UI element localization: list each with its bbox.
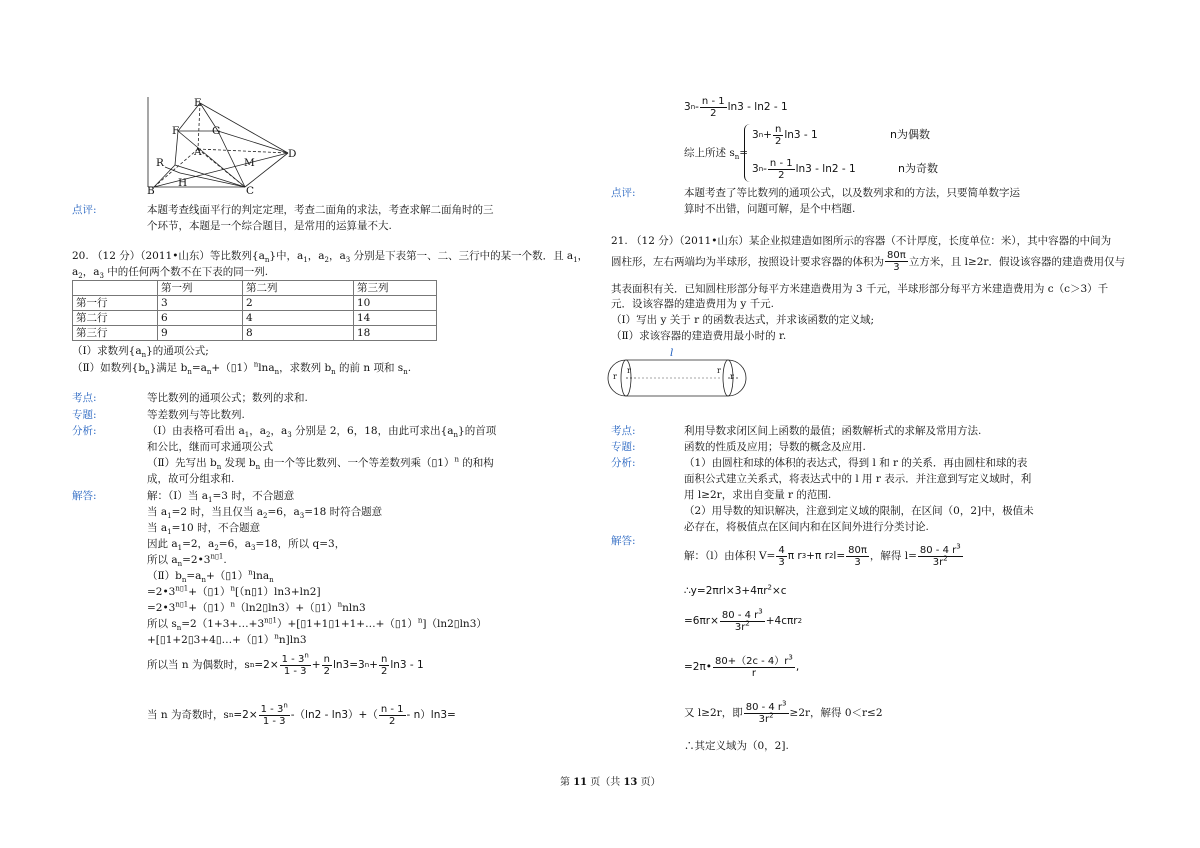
- table-cell: 第二行: [73, 311, 158, 326]
- fig-label-C: C: [246, 185, 255, 197]
- table-cell: 8: [243, 326, 354, 341]
- jieda-label-right: 解答:: [611, 535, 636, 547]
- q20-stem-line1: 20. （12 分）（2011•山东）等比数列$\{a_n\}$中，$a_1$，$a_2$，$a_3$ 分别是下表第一、二、三行中的某一个数．且 $a_1$，: [72, 250, 589, 265]
- page-number: 11: [573, 777, 588, 788]
- dianping-label-left: 点评:: [72, 204, 97, 216]
- fig-label-r-2: r: [627, 366, 631, 375]
- table-cell: 18: [354, 326, 437, 341]
- fenxi-label-left: 分析:: [72, 425, 97, 437]
- page-footer: 第 11 页（共 13 页）: [560, 777, 661, 788]
- fig-label-A: A: [194, 146, 202, 158]
- kaodian-text-left: 等比数列的通项公式；数列的求和.: [147, 392, 308, 404]
- solution21-line-1: 解：（l）由体积 V= $\frac{4}{3}$ π r 3 +π r 2 l= $\frac{80\pi}{3}$ ，解得 l= $\frac{80 - 4 r^3}{3r^2}$: [684, 542, 961, 568]
- solution-line-3: 当 $a_1=10$ 时，不合题意: [147, 522, 261, 537]
- fenxi-right-5: 必存在，将极值点在区间内和在区间外进行分类讨论.: [684, 521, 929, 533]
- fenxi-left-4: 成，故可分组求和.: [147, 473, 235, 485]
- table-cell: 14: [354, 311, 437, 326]
- table-cell: [73, 281, 158, 296]
- fig-label-r-3: r: [717, 366, 721, 375]
- jieda-label-left: 解答:: [72, 490, 97, 502]
- summary-label: 综上所述 $s_n=$: [684, 147, 749, 162]
- table-cell: 4: [243, 311, 354, 326]
- fenxi-left-3: （Ⅱ）先写出 $b_n$ 发现 $b_n$ 由一个等比数列、一个等差数列乘（▯1）$^n$ 的和构: [147, 455, 494, 472]
- q20-part1: （Ⅰ）求数列$\{a_n\}$的通项公式;: [72, 345, 209, 360]
- fig-label-E: E: [194, 97, 202, 109]
- solution-line-10: +[▯1+2▯3+4▯…+（▯1）$^n$n]ln3: [147, 632, 307, 646]
- fig-label-l: l: [670, 347, 674, 359]
- q20-part2: （Ⅱ）如数列$\{b_n\}$满足 $b_n=a_n+(▯1)^n\ln a_n$，求数列 $b_n$ 的前 n 项和 $s_n$.: [72, 360, 412, 377]
- table-row: [73, 281, 437, 296]
- zhuanti-label-right: 专题:: [611, 441, 636, 453]
- table-row: [73, 311, 437, 326]
- kaodian-label-left: 考点:: [72, 392, 97, 404]
- q21-stem-line4: 元．设该容器的建造费用为 y 千元.: [611, 298, 774, 310]
- zhuanti-text-left: 等差数列与等比数列.: [147, 409, 245, 421]
- odd-case-continued: 3 n - $\frac{n - 1}{2}$ ln3 - ln2 - 1: [684, 95, 788, 119]
- fenxi-left-1: （Ⅰ）由表格可看出 $a_1$，$a_2$，$a_3$ 分别是 2，6，18，由此可求出$\{a_n\}$的首项: [147, 425, 497, 440]
- case-even: 3 n + $\frac{n}{2}$ ln3 - 1: [752, 123, 818, 147]
- table-cell: 6: [158, 311, 243, 326]
- fenxi-right-2: 面积公式建立关系式，将表达式中的 l 用 r 表示．并注意到写定义域时，利: [684, 473, 1032, 485]
- table-cell: 3: [158, 296, 243, 311]
- kaodian-text-right: 利用导数求闭区间上函数的最值；函数解析式的求解及常用方法.: [684, 425, 982, 437]
- case-odd-condition: n为奇数: [898, 162, 938, 175]
- table-cell: 第一列: [158, 281, 243, 296]
- q21-stem-line3: 其表面积有关．已知圆柱形部分每平方米建造费用为 3 千元，半球形部分每平方米建造费用为 c（c＞3）千: [611, 283, 1109, 295]
- dianping-text-left-1: 本题考查线面平行的判定定理，考查二面角的求法，考查求解二面角时的三: [147, 204, 494, 216]
- table-row: [73, 326, 437, 341]
- solution-line-9: 所以 $s_n=2(1+3+\dots+3^{n▯1})+[▯1+1▯1+1+\dots+(▯1)^n](\ln 2▯\ln 3)$: [147, 616, 487, 633]
- dianping-text-right-1: 本题考查了等比数列的通项公式，以及数列求和的方法，只要简单数字运: [684, 187, 1020, 199]
- solution21-line-5: 又 l≥2r，即 $\frac{80 - 4 r^3}{3r^2}$ ≥2r，解得 0＜r≤2: [684, 699, 883, 725]
- table-cell: 第三列: [354, 281, 437, 296]
- dianping-label-right: 点评:: [611, 187, 636, 199]
- solution21-line-4: =2π• $\frac{80+(2c - 4)r^3}{r}$ ,: [684, 653, 800, 679]
- zhuanti-text-right: 函数的性质及应用；导数的概念及应用.: [684, 441, 866, 453]
- table-cell: 9: [158, 326, 243, 341]
- fenxi-right-3: 用 l≥2r，求出自变量 r 的范围.: [684, 489, 832, 501]
- zhuanti-label-left: 专题:: [72, 409, 97, 421]
- fig-label-H: H: [178, 177, 188, 189]
- fig-label-r-4: r: [730, 372, 734, 381]
- solution-line-8: $=2•3^{n▯1}+(▯1)^n(\ln 2▯\ln 3)+(▯1)^nnln3$: [147, 600, 366, 614]
- fig-label-D: D: [288, 148, 297, 160]
- solution-line-6: $(Ⅱ)b_n=a_n+(▯1)^n\ln a_n$: [147, 568, 274, 585]
- solution-line-7: $=2•3^{n▯1}+(▯1)^n[(n▯1)\ln 3+\ln 2]$: [147, 584, 321, 598]
- fig-label-F: F: [172, 125, 180, 137]
- q20-table: [72, 280, 437, 341]
- table-cell: 10: [354, 296, 437, 311]
- table-cell: 第一行: [73, 296, 158, 311]
- solution-line-1: 解：（Ⅰ）当 $a_1=3$ 时，不合题意: [147, 490, 295, 505]
- solution-line-4: 因此 $a_1=2$，$a_2=6$，$a_3=18$，所以 q=3，: [147, 538, 346, 553]
- fenxi-label-right: 分析:: [611, 457, 636, 469]
- table-row: [73, 296, 437, 311]
- case-even-condition: n为偶数: [890, 128, 930, 141]
- table-cell: 第二列: [243, 281, 354, 296]
- q21-stem-line2: 圆柱形，左右两端均为半球形，按照设计要求容器的体积为 $\frac{80\pi}{3}$ 立方米，且 l≥2r．假设该容器的建造费用仅与: [611, 250, 1125, 273]
- fig-label-R: R: [156, 157, 164, 169]
- dianping-text-right-2: 算时不出错，问题可解，是个中档题.: [684, 203, 856, 215]
- q20-stem-line2: $a_2$，$a_3$ 中的任何两个数不在下表的同一列.: [72, 266, 269, 281]
- kaodian-label-right: 考点:: [611, 425, 636, 437]
- fig-label-M: M: [244, 157, 255, 169]
- solution21-line-6: ∴其定义域为（0，2].: [684, 740, 789, 752]
- odd-case-formula: 当 n 为奇数时，s n =2× $\frac{1 - 3^n}{1 - 3}$ -（ln2 - ln3）+（ $\frac{n - 1}{2}$ - n）ln3=: [147, 701, 456, 727]
- q21-part1: （Ⅰ）写出 y 关于 r 的函数表达式，并求该函数的定义域;: [611, 314, 874, 326]
- fenxi-right-4: （2）用导数的知识解决，注意到定义域的限制，在区间（0，2]中，极值未: [684, 505, 1034, 517]
- even-case-formula: 所以当 n 为偶数时，s n =2× $\frac{1 - 3^n}{1 - 3}$ + $\frac{n}{2}$ ln3=3 n + $\frac{n}{2}$ ln3 - 1: [147, 651, 424, 677]
- fig-label-r-1: r: [613, 372, 617, 381]
- dianping-text-left-2: 个环节，本题是一个综合题目，是常用的运算量不大.: [147, 220, 392, 232]
- q21-part2: （Ⅱ）求该容器的建造费用最小时的 r.: [611, 330, 787, 342]
- table-cell: 第三行: [73, 326, 158, 341]
- page-total: 13: [623, 777, 638, 788]
- pyramid-figure: [140, 95, 300, 195]
- solution21-line-3: =6πr× $\frac{80 - 4 r^3}{3r^2}$ +4cπr 2: [684, 607, 803, 633]
- fenxi-left-2: 和公比，继而可求通项公式: [147, 441, 273, 453]
- table-cell: 2: [243, 296, 354, 311]
- solution21-line-2: $\therefore y=2\pi rl\times 3+4\pi r^2\times c$: [684, 583, 787, 597]
- fig-label-B: B: [147, 185, 155, 197]
- solution-line-5: 所以 $a_n=2•3^{n▯1}$.: [147, 552, 227, 569]
- fig-label-G: G: [212, 125, 221, 137]
- capsule-container-figure: [608, 350, 748, 406]
- fenxi-right-1: （1）由圆柱和球的体积的表达式，得到 l 和 r 的关系．再由圆柱和球的表: [684, 457, 1028, 469]
- q21-stem-line1: 21. （12 分）（2011•山东）某企业拟建造如图所示的容器（不计厚度，长度单位：米），其中容器的中间为: [611, 235, 1112, 247]
- solution-line-2: 当 $a_1=2$ 时，当且仅当 $a_2=6$，$a_3=18$ 时符合题意: [147, 506, 383, 521]
- case-odd: 3 n - $\frac{n - 1}{2}$ ln3 - ln2 - 1: [752, 157, 856, 181]
